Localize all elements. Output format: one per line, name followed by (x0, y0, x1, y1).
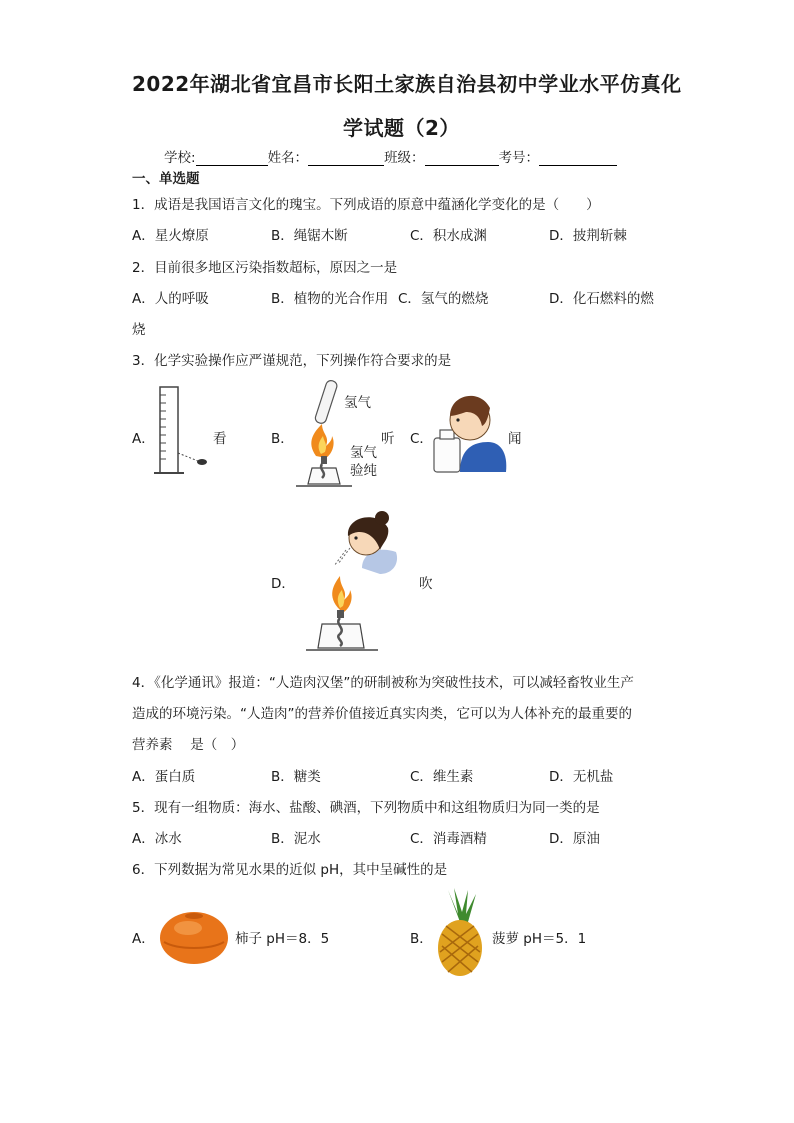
name-label: 姓名： (267, 150, 309, 166)
q3-option-b[interactable]: B． (271, 431, 294, 447)
q2-stem: 2．目前很多地区污染指数超标，原因之一是 (132, 260, 398, 276)
q2-option-c[interactable]: C．氢气的燃烧 (398, 291, 489, 307)
q3-c-caption: 闻 (508, 431, 522, 447)
q5-option-b[interactable]: B．泥水 (271, 831, 321, 847)
q3-option-c[interactable]: C． (410, 431, 433, 447)
class-label: 班级： (384, 150, 425, 166)
q4-stem-line1: 4．《化学通讯》报道：“人造肉汉堡”的研制被称为突破性技术，可以减轻畜牧业生产 (132, 675, 634, 691)
q1-option-b[interactable]: B．绳锯木断 (271, 228, 348, 244)
q2-option-b[interactable]: B．植物的光合作用 (271, 291, 389, 307)
name-field[interactable] (308, 151, 384, 166)
q3-b-flame-label-2: 验纯 (350, 463, 377, 479)
q5-option-c[interactable]: C．消毒酒精 (410, 831, 487, 847)
blowing-lamp-icon (300, 508, 410, 656)
q3-d-caption: 吹 (419, 576, 433, 592)
q5-option-a[interactable]: A．冰水 (132, 831, 182, 847)
q3-option-a[interactable]: A． (132, 431, 155, 447)
q2-option-d-wrap: 烧 (132, 322, 146, 338)
section-heading: 一、单选题 (132, 171, 200, 187)
q3-stem: 3．化学实验操作应严谨规范，下列操作符合要求的是 (132, 353, 452, 369)
q4-stem-line2: 造成的环境污染。“人造肉”的营养价值接近真实肉类，它可以为人体补充的最重要的 (132, 706, 632, 722)
q5-stem: 5．现有一组物质：海水、盐酸、碘酒，下列物质中和这组物质归为同一类的是 (132, 800, 600, 816)
q5-option-d[interactable]: D．原油 (549, 831, 600, 847)
exam-title-line1: 2022年湖北省宜昌市长阳土家族自治县初中学业水平仿真化 (132, 72, 682, 96)
number-label: 考号： (498, 150, 540, 166)
q2-option-d[interactable]: D．化石燃料的燃 (549, 291, 654, 307)
q1-stem: 1．成语是我国语言文化的瑰宝。下列成语的原意中蕴涵化学变化的是（ ） (132, 197, 600, 213)
q3-option-d[interactable]: D． (271, 576, 295, 592)
class-field[interactable] (425, 151, 499, 166)
student-info-row (164, 146, 617, 166)
exam-title-line2: 学试题（2） (343, 116, 460, 140)
q3-b-flame-label-1: 氢气 (350, 445, 377, 461)
smelling-bottle-icon (430, 386, 510, 476)
number-field[interactable] (539, 151, 617, 166)
q3-b-caption: 听 (381, 431, 395, 447)
q4-option-d[interactable]: D．无机盐 (549, 769, 614, 785)
pineapple-icon (432, 888, 488, 978)
q6-stem: 6．下列数据为常见水果的近似 pH，其中呈碱性的是 (132, 862, 448, 878)
graduated-cylinder-icon (150, 385, 220, 477)
q2-option-a[interactable]: A．人的呼吸 (132, 291, 209, 307)
q1-option-d[interactable]: D．披荆斩棘 (549, 228, 627, 244)
q6-option-a[interactable]: A． (132, 931, 155, 947)
q4-option-a[interactable]: A．蛋白质 (132, 769, 196, 785)
q6-a-caption: 柿子 pH＝8．5 (235, 931, 330, 947)
q4-option-b[interactable]: B．糖类 (271, 769, 321, 785)
q3-a-caption: 看 (213, 431, 227, 447)
q6-b-caption: 菠萝 pH＝5．1 (492, 931, 587, 947)
q6-option-b[interactable]: B． (410, 931, 433, 947)
q4-stem-line3: 营养素 是（ ） (132, 737, 245, 753)
q4-option-c[interactable]: C．维生素 (410, 769, 474, 785)
q3-b-tube-label: 氢气 (344, 395, 371, 411)
persimmon-icon (158, 904, 230, 966)
school-field[interactable] (196, 151, 268, 166)
school-label: 学校: (164, 150, 196, 166)
q1-option-c[interactable]: C．积水成渊 (410, 228, 487, 244)
q1-option-a[interactable]: A．星火燎原 (132, 228, 209, 244)
